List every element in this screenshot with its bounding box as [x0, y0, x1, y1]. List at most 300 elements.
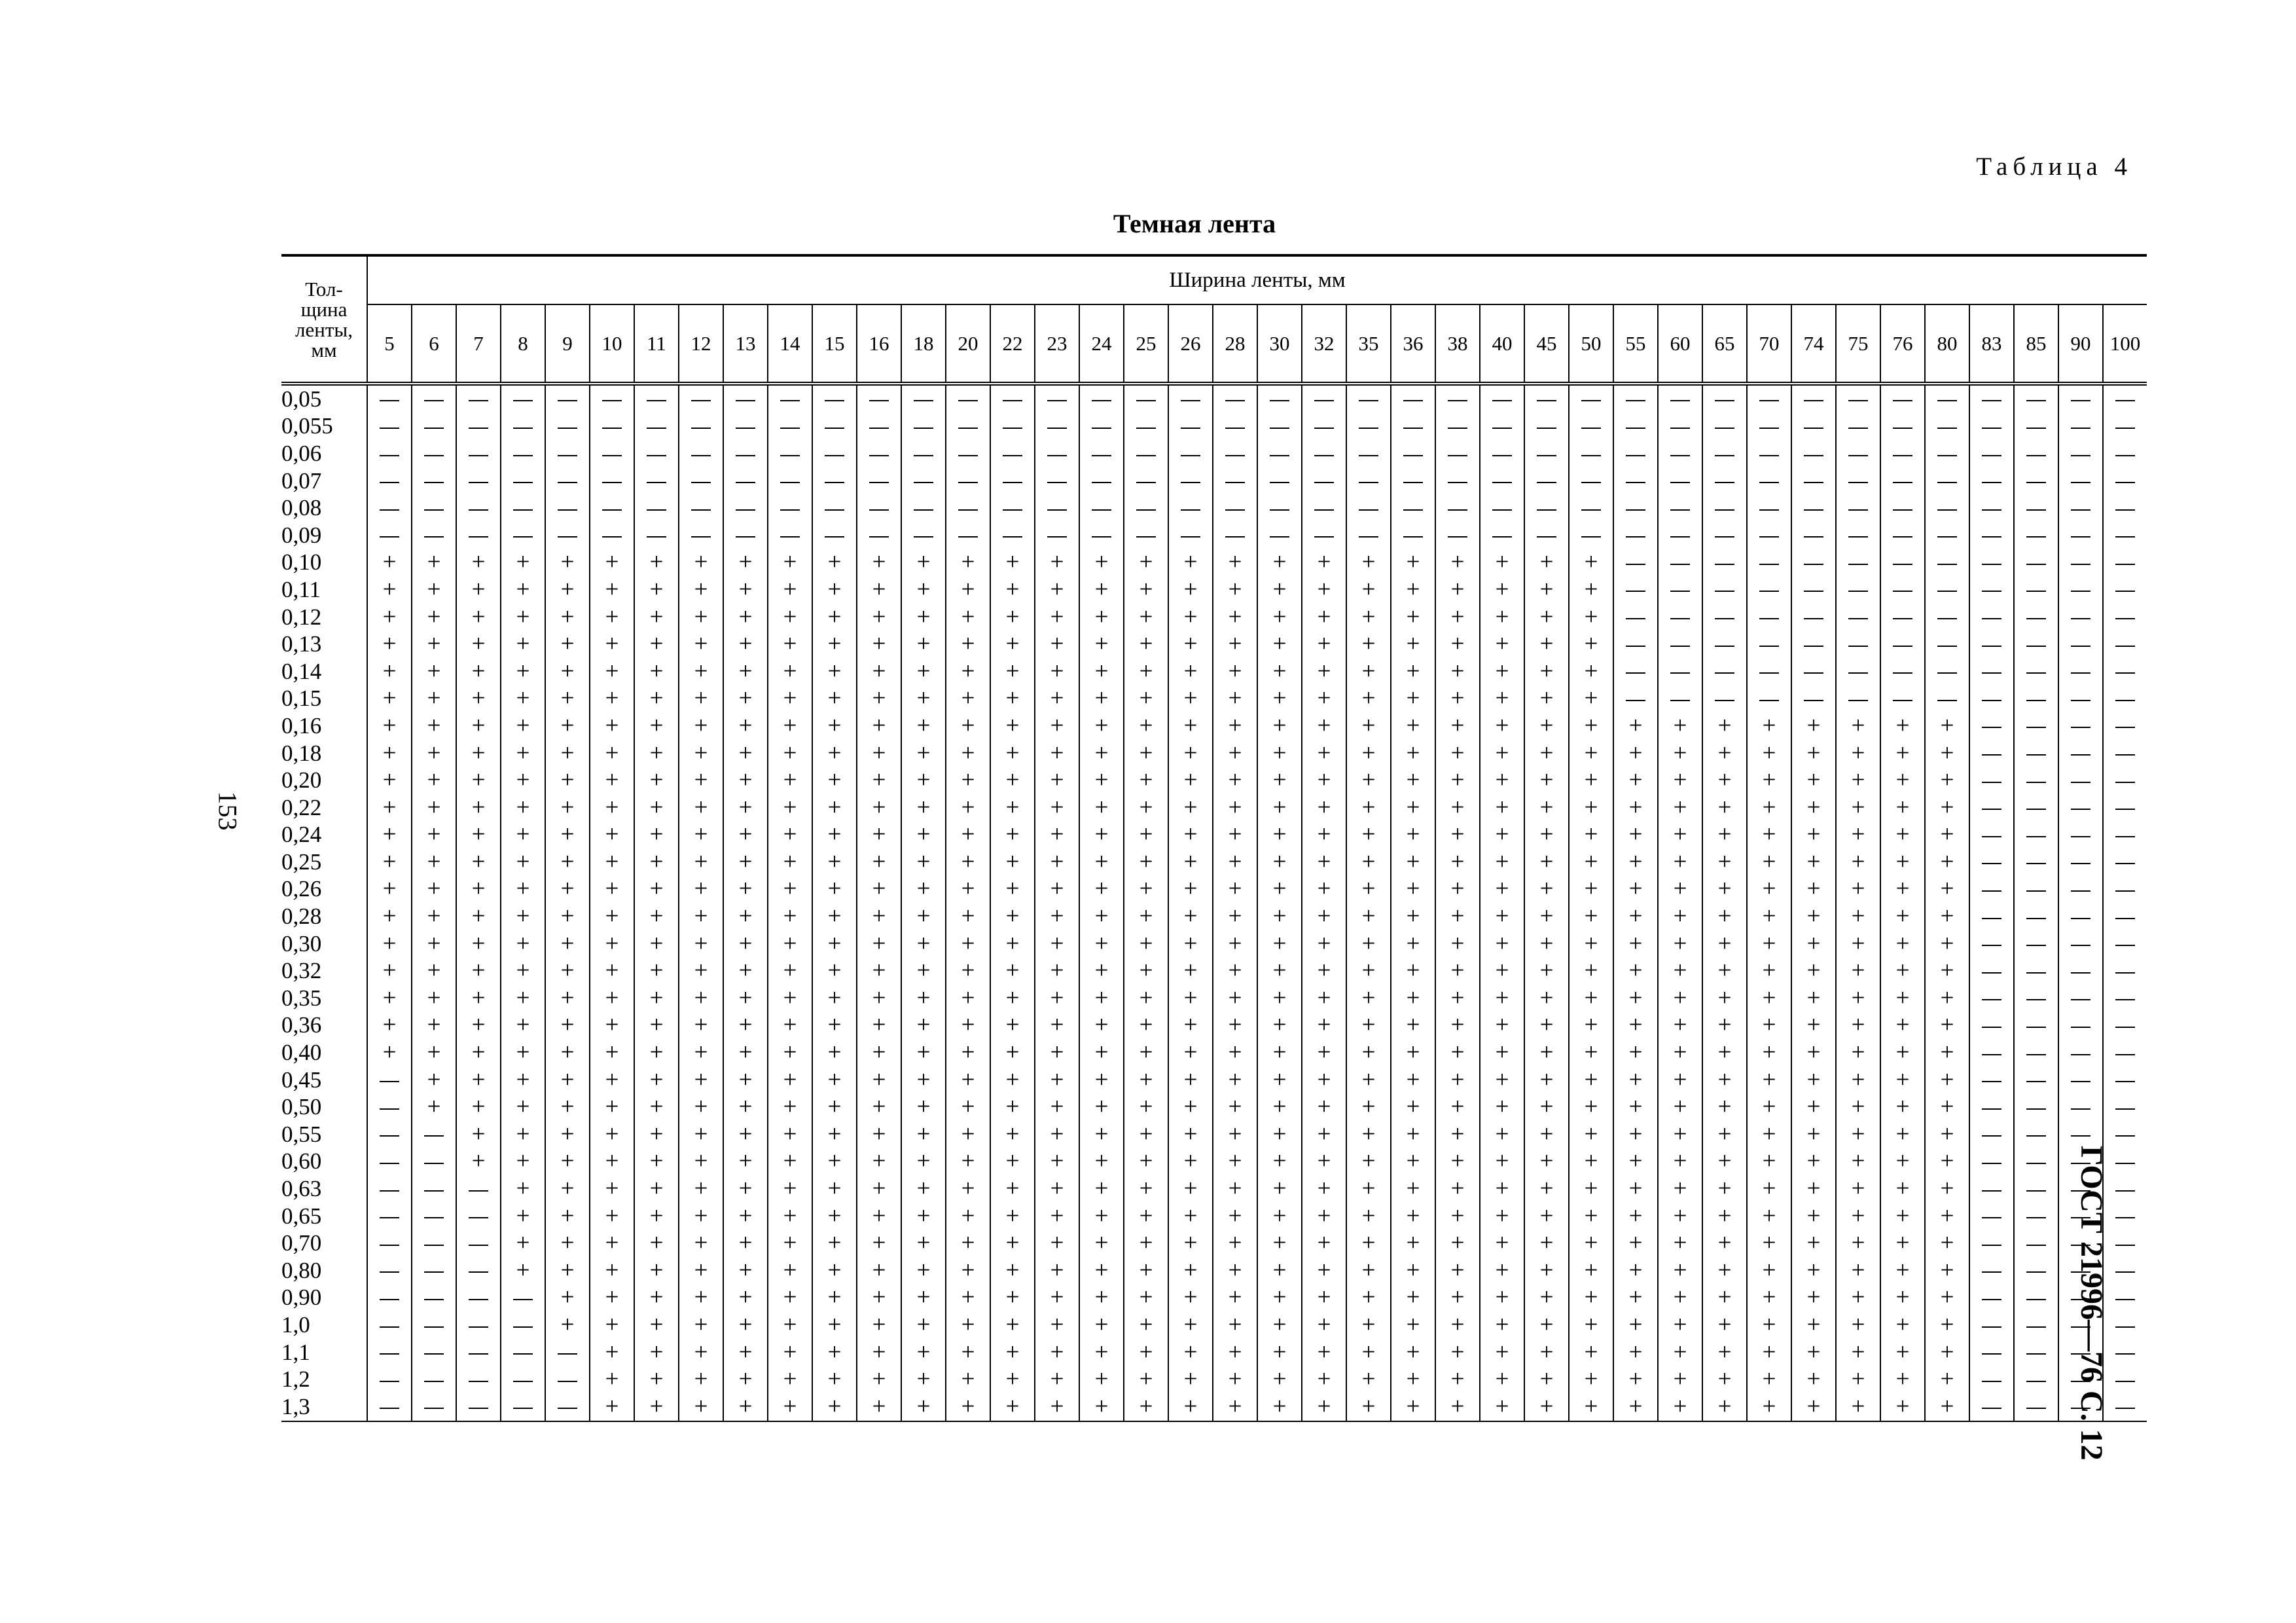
- plus-mark: +: [1391, 848, 1435, 876]
- thickness-label: 0,32: [281, 957, 367, 985]
- table-row: [281, 1203, 2147, 1230]
- plus-mark: +: [990, 794, 1035, 822]
- plus-mark: +: [1035, 1311, 1079, 1339]
- dash-mark: [1880, 467, 1925, 495]
- plus-mark: +: [1302, 985, 1346, 1012]
- plus-mark: +: [679, 1121, 723, 1148]
- plus-mark: +: [857, 685, 901, 713]
- plus-mark: +: [723, 1366, 768, 1393]
- dash-mark: [1435, 522, 1480, 549]
- plus-mark: +: [990, 1067, 1035, 1094]
- plus-mark: +: [1524, 658, 1569, 685]
- dash-mark: [1969, 413, 2014, 441]
- dash-mark: [2103, 1339, 2147, 1366]
- dash-mark: [1124, 440, 1168, 467]
- width-header-cell: 6: [412, 304, 456, 384]
- dash-mark: [367, 522, 412, 549]
- plus-mark: +: [1257, 1067, 1302, 1094]
- dash-mark: [412, 1257, 456, 1285]
- plus-mark: +: [1168, 1393, 1213, 1421]
- plus-mark: +: [1435, 1285, 1480, 1312]
- table-row: [281, 1257, 2147, 1285]
- dash-mark: [857, 494, 901, 522]
- plus-mark: +: [1480, 794, 1524, 822]
- dash-mark: [590, 522, 634, 549]
- plus-mark: +: [545, 822, 590, 849]
- plus-mark: +: [501, 794, 545, 822]
- plus-mark: +: [812, 985, 857, 1012]
- plus-mark: +: [1747, 1093, 1791, 1121]
- plus-mark: +: [990, 848, 1035, 876]
- plus-mark: +: [1880, 848, 1925, 876]
- plus-mark: +: [1435, 1067, 1480, 1094]
- dash-mark: [768, 467, 812, 495]
- plus-mark: +: [1613, 767, 1658, 794]
- dash-mark: [1969, 1039, 2014, 1067]
- dash-mark: [1702, 467, 1747, 495]
- dash-mark: [2014, 440, 2058, 467]
- plus-mark: +: [1836, 1285, 1880, 1312]
- dash-mark: [2103, 712, 2147, 740]
- plus-mark: +: [634, 930, 679, 958]
- plus-mark: +: [857, 767, 901, 794]
- dash-mark: [1302, 467, 1346, 495]
- dash-mark: [634, 384, 679, 413]
- plus-mark: +: [545, 848, 590, 876]
- dash-mark: [367, 384, 412, 413]
- dash-mark: [545, 1366, 590, 1393]
- plus-mark: +: [456, 1039, 501, 1067]
- plus-mark: +: [1569, 1257, 1613, 1285]
- plus-mark: +: [1302, 822, 1346, 849]
- plus-mark: +: [1569, 685, 1613, 713]
- dash-mark: [1391, 494, 1435, 522]
- dash-mark: [901, 494, 946, 522]
- plus-mark: +: [634, 957, 679, 985]
- plus-mark: +: [723, 1012, 768, 1040]
- width-header-cell: 12: [679, 304, 723, 384]
- plus-mark: +: [857, 630, 901, 658]
- plus-mark: +: [545, 712, 590, 740]
- plus-mark: +: [634, 685, 679, 713]
- plus-mark: +: [456, 630, 501, 658]
- plus-mark: +: [768, 1285, 812, 1312]
- plus-mark: +: [990, 685, 1035, 713]
- table-row: [281, 467, 2147, 495]
- thickness-label: 0,18: [281, 740, 367, 767]
- plus-mark: +: [1302, 1012, 1346, 1040]
- plus-mark: +: [501, 1203, 545, 1230]
- width-header-cell: 14: [768, 304, 812, 384]
- thickness-label: 0,11: [281, 576, 367, 604]
- dash-mark: [456, 1203, 501, 1230]
- plus-mark: +: [679, 903, 723, 930]
- plus-mark: +: [1124, 1230, 1168, 1257]
- plus-mark: +: [412, 930, 456, 958]
- table-row: [281, 549, 2147, 577]
- plus-mark: +: [1480, 740, 1524, 767]
- plus-mark: +: [501, 1012, 545, 1040]
- dash-mark: [2103, 1093, 2147, 1121]
- plus-mark: +: [1524, 1148, 1569, 1176]
- table-row: [281, 1285, 2147, 1312]
- plus-mark: +: [1213, 930, 1257, 958]
- plus-mark: +: [1613, 930, 1658, 958]
- dash-mark: [1969, 1093, 2014, 1121]
- thickness-label: 0,28: [281, 903, 367, 930]
- dash-mark: [1969, 1257, 2014, 1285]
- plus-mark: +: [382, 930, 397, 957]
- dash-mark: [901, 413, 946, 441]
- plus-mark: +: [1569, 1175, 1613, 1203]
- plus-mark: +: [1836, 1339, 1880, 1366]
- dash-mark: [1791, 440, 1836, 467]
- plus-mark: +: [1925, 848, 1969, 876]
- plus-mark: +: [1124, 1039, 1168, 1067]
- plus-mark: +: [1702, 1039, 1747, 1067]
- plus-mark: +: [1124, 1285, 1168, 1312]
- plus-mark: +: [545, 794, 590, 822]
- plus-mark: +: [1435, 1175, 1480, 1203]
- plus-mark: +: [1346, 1339, 1391, 1366]
- plus-mark: +: [679, 794, 723, 822]
- plus-mark: +: [857, 658, 901, 685]
- plus-mark: +: [382, 575, 397, 603]
- dash-mark: [1391, 522, 1435, 549]
- dash-mark: [1257, 467, 1302, 495]
- plus-mark: +: [1124, 903, 1168, 930]
- plus-mark: +: [412, 957, 456, 985]
- table-row: [281, 985, 2147, 1012]
- dash-mark: [634, 413, 679, 441]
- dash-mark: [501, 1366, 545, 1393]
- dash-mark: [590, 467, 634, 495]
- plus-mark: +: [990, 1393, 1035, 1421]
- plus-mark: +: [901, 822, 946, 849]
- plus-mark: +: [1569, 1121, 1613, 1148]
- plus-mark: +: [1435, 767, 1480, 794]
- plus-mark: +: [1079, 1121, 1124, 1148]
- plus-mark: +: [1035, 930, 1079, 958]
- plus-mark: +: [1257, 822, 1302, 849]
- plus-mark: +: [1213, 1093, 1257, 1121]
- dash-mark: [1747, 467, 1791, 495]
- thickness-label: 0,36: [281, 1012, 367, 1040]
- plus-mark: +: [1391, 930, 1435, 958]
- width-header-cell: 7: [456, 304, 501, 384]
- plus-mark: +: [946, 1203, 990, 1230]
- dash-mark: [1791, 413, 1836, 441]
- plus-mark: +: [1658, 1311, 1702, 1339]
- plus-mark: +: [1613, 1257, 1658, 1285]
- plus-mark: +: [857, 822, 901, 849]
- dash-mark: [1168, 384, 1213, 413]
- thickness-label: 0,63: [281, 1175, 367, 1203]
- plus-mark: +: [946, 630, 990, 658]
- plus-mark: +: [768, 1203, 812, 1230]
- plus-mark: +: [946, 740, 990, 767]
- table-row: [281, 1175, 2147, 1203]
- plus-mark: +: [1035, 876, 1079, 903]
- dash-mark: [2014, 1175, 2058, 1203]
- dash-mark: [2058, 876, 2103, 903]
- dash-mark: [2103, 1366, 2147, 1393]
- dash-mark: [412, 1230, 456, 1257]
- dash-mark: [2058, 658, 2103, 685]
- plus-mark: +: [901, 712, 946, 740]
- dash-mark: [2058, 822, 2103, 849]
- plus-mark: +: [1836, 1175, 1880, 1203]
- plus-mark: +: [1391, 1121, 1435, 1148]
- plus-mark: +: [679, 1257, 723, 1285]
- plus-mark: +: [1435, 1012, 1480, 1040]
- plus-mark: +: [946, 1339, 990, 1366]
- plus-mark: +: [1035, 1039, 1079, 1067]
- dash-mark: [1969, 630, 2014, 658]
- dash-mark: [2103, 767, 2147, 794]
- plus-mark: +: [1302, 658, 1346, 685]
- plus-mark: +: [590, 876, 634, 903]
- plus-mark: +: [1791, 1366, 1836, 1393]
- dash-mark: [2014, 604, 2058, 631]
- plus-mark: +: [946, 1067, 990, 1094]
- plus-mark: +: [1346, 767, 1391, 794]
- plus-mark: +: [1302, 712, 1346, 740]
- dash-mark: [2058, 1121, 2103, 1148]
- table-row: [281, 822, 2147, 849]
- plus-mark: +: [768, 985, 812, 1012]
- dash-mark: [1613, 576, 1658, 604]
- plus-mark: +: [1658, 794, 1702, 822]
- plus-mark: +: [1658, 930, 1702, 958]
- plus-mark: +: [1391, 1285, 1435, 1312]
- dash-mark: [367, 1148, 412, 1176]
- dash-mark: [679, 440, 723, 467]
- table-row: [281, 740, 2147, 767]
- plus-mark: +: [456, 604, 501, 631]
- plus-mark: +: [382, 793, 397, 821]
- plus-mark: +: [1524, 1366, 1569, 1393]
- plus-mark: +: [1658, 1175, 1702, 1203]
- dash-mark: [412, 1366, 456, 1393]
- plus-mark: +: [545, 1311, 590, 1339]
- plus-mark: +: [1035, 822, 1079, 849]
- dash-mark: [1925, 467, 1969, 495]
- plus-mark: +: [1257, 712, 1302, 740]
- plus-mark: +: [768, 1093, 812, 1121]
- plus-mark: +: [1346, 658, 1391, 685]
- dash-mark: [2014, 522, 2058, 549]
- plus-mark: +: [857, 1257, 901, 1285]
- plus-mark: +: [901, 903, 946, 930]
- plus-mark: +: [1480, 767, 1524, 794]
- table-row: [281, 1230, 2147, 1257]
- plus-mark: +: [1836, 1093, 1880, 1121]
- dash-mark: [1613, 494, 1658, 522]
- plus-mark: +: [1168, 658, 1213, 685]
- dash-mark: [1836, 549, 1880, 577]
- plus-mark: +: [990, 1012, 1035, 1040]
- table-row: [281, 794, 2147, 822]
- plus-mark: +: [812, 549, 857, 577]
- plus-mark: +: [812, 903, 857, 930]
- plus-mark: +: [1391, 957, 1435, 985]
- plus-mark: +: [1168, 630, 1213, 658]
- plus-mark: +: [1569, 822, 1613, 849]
- plus-mark: +: [590, 1203, 634, 1230]
- dash-mark: [1658, 384, 1702, 413]
- table-row: [281, 767, 2147, 794]
- plus-mark: +: [634, 794, 679, 822]
- plus-mark: +: [1035, 740, 1079, 767]
- plus-mark: +: [679, 1339, 723, 1366]
- plus-mark: +: [1257, 1230, 1302, 1257]
- plus-mark: +: [1079, 1067, 1124, 1094]
- dash-mark: [545, 467, 590, 495]
- dash-mark: [2014, 1285, 2058, 1312]
- plus-mark: +: [768, 1148, 812, 1176]
- plus-mark: +: [1435, 930, 1480, 958]
- plus-mark: +: [990, 903, 1035, 930]
- plus-mark: +: [1391, 549, 1435, 577]
- plus-mark: +: [1435, 848, 1480, 876]
- plus-mark: +: [1836, 1257, 1880, 1285]
- dash-mark: [1302, 522, 1346, 549]
- dash-mark: [1613, 384, 1658, 413]
- plus-mark: +: [857, 1093, 901, 1121]
- dash-mark: [1925, 604, 1969, 631]
- plus-mark: +: [1435, 1339, 1480, 1366]
- plus-mark: +: [1836, 822, 1880, 849]
- dash-mark: [1836, 658, 1880, 685]
- plus-mark: +: [456, 822, 501, 849]
- dash-mark: [1035, 384, 1079, 413]
- plus-mark: +: [1035, 1339, 1079, 1366]
- dash-mark: [768, 522, 812, 549]
- plus-mark: +: [768, 576, 812, 604]
- plus-mark: +: [1880, 1039, 1925, 1067]
- plus-mark: +: [1613, 1311, 1658, 1339]
- plus-mark: +: [723, 712, 768, 740]
- plus-mark: +: [1702, 1230, 1747, 1257]
- plus-mark: +: [679, 1285, 723, 1312]
- plus-mark: +: [1569, 1339, 1613, 1366]
- dash-mark: [590, 413, 634, 441]
- plus-mark: +: [545, 1121, 590, 1148]
- plus-mark: +: [1925, 1366, 1969, 1393]
- plus-mark: +: [723, 1285, 768, 1312]
- plus-mark: +: [1702, 957, 1747, 985]
- table-row: [281, 1366, 2147, 1393]
- plus-mark: +: [1480, 658, 1524, 685]
- plus-mark: +: [1836, 1366, 1880, 1393]
- plus-mark: +: [1435, 630, 1480, 658]
- plus-mark: +: [1524, 767, 1569, 794]
- dash-mark: [1925, 658, 1969, 685]
- dash-mark: [1969, 1148, 2014, 1176]
- dash-mark: [1969, 985, 2014, 1012]
- plus-mark: +: [723, 957, 768, 985]
- plus-mark: +: [456, 1148, 501, 1176]
- plus-mark: +: [456, 712, 501, 740]
- dash-mark: [1079, 384, 1124, 413]
- plus-mark: +: [1791, 1148, 1836, 1176]
- plus-mark: +: [545, 1175, 590, 1203]
- dash-mark: [2058, 767, 2103, 794]
- plus-mark: +: [590, 985, 634, 1012]
- plus-mark: +: [679, 1067, 723, 1094]
- plus-mark: +: [412, 848, 456, 876]
- plus-mark: +: [545, 630, 590, 658]
- plus-mark: +: [901, 1012, 946, 1040]
- plus-mark: +: [590, 1067, 634, 1094]
- plus-mark: +: [545, 1203, 590, 1230]
- plus-mark: +: [1035, 1230, 1079, 1257]
- plus-mark: +: [1569, 957, 1613, 985]
- plus-mark: +: [501, 1230, 545, 1257]
- dash-mark: [412, 1285, 456, 1312]
- dash-mark: [1791, 658, 1836, 685]
- plus-mark: +: [1524, 848, 1569, 876]
- dash-mark: [412, 1393, 456, 1421]
- plus-mark: +: [590, 1121, 634, 1148]
- dash-mark: [1035, 413, 1079, 441]
- document-side-header: ГОСТ 21996—76 С. 12: [2074, 1146, 2109, 1461]
- table-row: [281, 903, 2147, 930]
- plus-mark: +: [456, 549, 501, 577]
- dash-mark: [1702, 630, 1747, 658]
- dash-mark: [1791, 494, 1836, 522]
- dash-mark: [2058, 522, 2103, 549]
- plus-mark: +: [1658, 822, 1702, 849]
- dash-mark: [1480, 413, 1524, 441]
- dash-mark: [545, 384, 590, 413]
- plus-mark: +: [1346, 1311, 1391, 1339]
- plus-mark: +: [1079, 1175, 1124, 1203]
- plus-mark: +: [1391, 1311, 1435, 1339]
- dash-mark: [456, 384, 501, 413]
- dash-mark: [812, 440, 857, 467]
- dash-mark: [1524, 384, 1569, 413]
- plus-mark: +: [1925, 740, 1969, 767]
- plus-mark: +: [1524, 1012, 1569, 1040]
- dash-mark: [412, 440, 456, 467]
- plus-mark: +: [1302, 876, 1346, 903]
- plus-mark: +: [1658, 1067, 1702, 1094]
- dash-mark: [1747, 658, 1791, 685]
- plus-mark: +: [1346, 549, 1391, 577]
- dash-mark: [2058, 1285, 2103, 1312]
- plus-mark: +: [1747, 1148, 1791, 1176]
- plus-mark: +: [456, 930, 501, 958]
- dash-mark: [367, 1393, 412, 1421]
- plus-mark: +: [1480, 1067, 1524, 1094]
- plus-mark: +: [1480, 1039, 1524, 1067]
- plus-mark: +: [590, 630, 634, 658]
- dash-mark: [501, 413, 545, 441]
- plus-mark: +: [382, 767, 397, 794]
- plus-mark: +: [1035, 1093, 1079, 1121]
- plus-mark: +: [1035, 658, 1079, 685]
- plus-mark: +: [1213, 903, 1257, 930]
- plus-mark: +: [1035, 957, 1079, 985]
- plus-mark: +: [812, 1311, 857, 1339]
- plus-mark: +: [1079, 712, 1124, 740]
- plus-mark: +: [990, 1285, 1035, 1312]
- plus-mark: +: [1880, 1257, 1925, 1285]
- dash-mark: [2014, 903, 2058, 930]
- plus-mark: +: [1925, 1203, 1969, 1230]
